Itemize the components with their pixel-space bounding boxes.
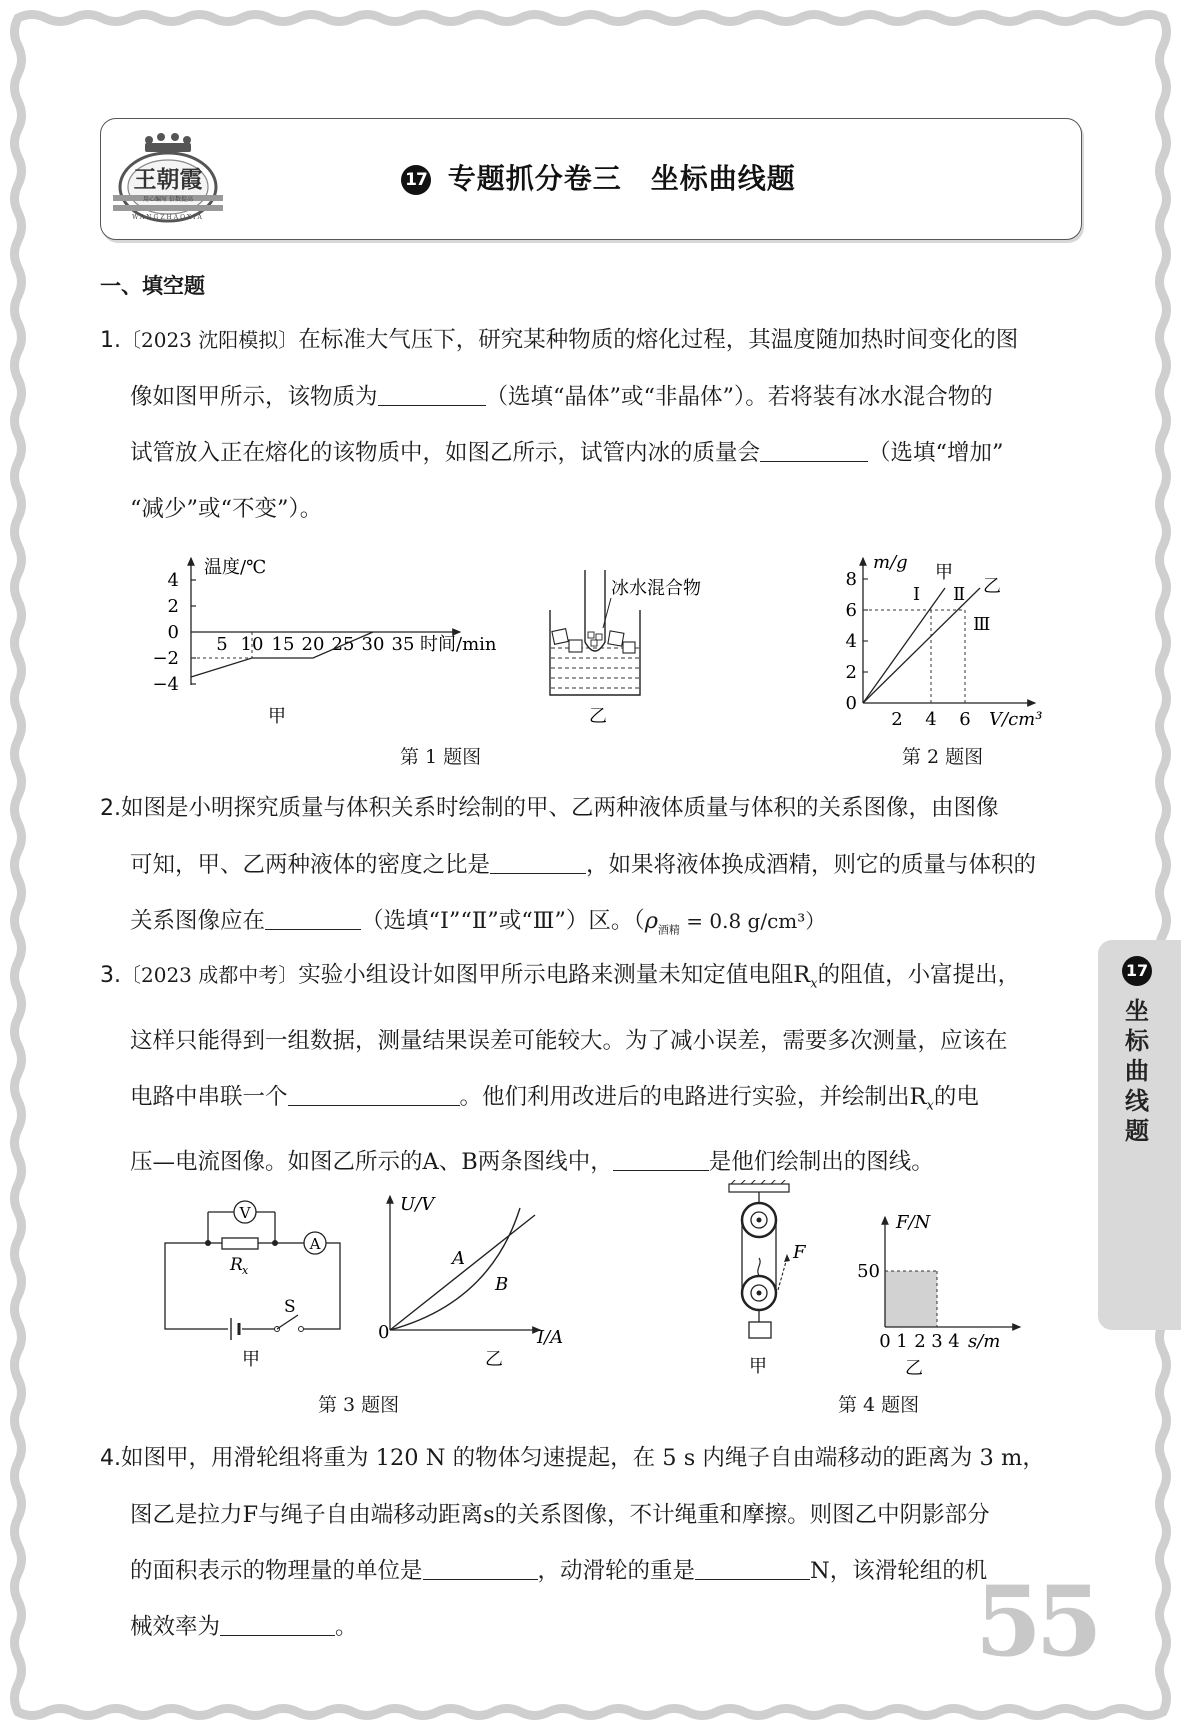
answer-blank[interactable] — [265, 901, 361, 930]
answer-blank[interactable] — [760, 433, 868, 462]
svg-text:B: B — [495, 1274, 509, 1295]
svg-text:0: 0 — [845, 693, 857, 714]
answer-blank[interactable] — [613, 1142, 709, 1171]
chapter-header — [100, 118, 1082, 240]
svg-text:乙: 乙 — [485, 1349, 503, 1370]
svg-text:15: 15 — [271, 634, 295, 655]
q4-line-4: 械效率为 。 — [100, 1599, 1080, 1655]
chapter-number-badge: 17 — [401, 165, 431, 195]
svg-text:2: 2 — [891, 709, 903, 730]
battery-icon — [228, 1318, 242, 1340]
svg-text:甲: 甲 — [242, 1349, 260, 1370]
section-title: 一、填空题 — [100, 274, 205, 298]
svg-text:−2: −2 — [152, 648, 179, 669]
svg-text:Ⅱ: Ⅱ — [953, 584, 966, 605]
page-number: 55 — [975, 1565, 1097, 1678]
answer-blank[interactable] — [378, 377, 486, 406]
svg-text:25: 25 — [331, 634, 355, 655]
fig2-caption: 第 2 题图 — [902, 746, 984, 768]
q1-line-3: 试管放入正在熔化的该物质中，如图乙所示，试管内冰的质量会 （选填“增加” — [100, 425, 1080, 481]
crown-icon — [145, 133, 191, 152]
svg-text:s/m: s/m — [968, 1331, 1001, 1352]
q4-line-2: 图乙是拉力F与绳子自由端移动距离s的关系图像，不计绳重和摩擦。则图乙中阴影部分 — [130, 1502, 990, 1528]
line-a — [390, 1215, 535, 1330]
svg-text:0: 0 — [879, 1331, 891, 1352]
svg-text:Ⅲ: Ⅲ — [973, 614, 991, 635]
svg-text:1: 1 — [896, 1331, 908, 1352]
svg-text:4: 4 — [925, 709, 937, 730]
svg-text:WANGZHAOXIA: WANGZHAOXIA — [132, 214, 204, 221]
svg-text:F: F — [793, 1242, 806, 1263]
svg-text:A: A — [309, 1235, 321, 1253]
shaded-work-area — [885, 1271, 937, 1327]
svg-text:2: 2 — [167, 596, 179, 617]
fig1-yi-beaker — [545, 570, 745, 730]
q1-line-1: 1.〔2023 沈阳模拟〕在标准大气压下，研究某种物质的熔化过程，其温度随加热时间变化的图 — [100, 327, 1019, 353]
q1-line-2: 像如图甲所示，该物质为 （选填“晶体”或“非晶体”）。若将装有冰水混合物的 — [100, 369, 1080, 425]
q3-line-2: 这样只能得到一组数据，测量结果误差可能较大。为了减小误差，需要多次测量，应该在 — [130, 1027, 1008, 1054]
question-1 — [100, 312, 1080, 537]
answer-blank[interactable] — [220, 1607, 335, 1636]
resistor-icon — [222, 1238, 258, 1249]
line-yi — [863, 588, 980, 703]
svg-text:F/N: F/N — [896, 1212, 931, 1233]
q2-line-1: 2.如图是小明探究质量与体积关系时绘制的甲、乙两种液体质量与体积的关系图像，由图像 — [100, 795, 999, 821]
svg-text:30: 30 — [361, 634, 385, 655]
fig3-yi-graph — [360, 1188, 580, 1373]
answer-blank[interactable] — [490, 845, 586, 874]
svg-text:4: 4 — [845, 631, 857, 652]
svg-text:Ⅰ: Ⅰ — [913, 584, 921, 605]
fixed-pulley-icon — [742, 1203, 776, 1237]
q2-line-3: 关系图像应在 （选填“Ⅰ”“Ⅱ”或“Ⅲ”）区。（$\rho_{酒精} = 0.8$ g/cm³） — [100, 893, 1080, 959]
q3-line-4: 压—电流图像。如图乙所示的A、B两条图线中， 是他们绘制出的图线。 — [100, 1134, 1080, 1190]
svg-text:S: S — [284, 1297, 296, 1317]
svg-text:2: 2 — [914, 1331, 926, 1352]
svg-text:0: 0 — [167, 622, 179, 643]
q4-line-1: 4.如图甲，用滑轮组将重为 120 N 的物体匀速提起，在 5 s 内绳子自由端移动的距离为 3 m， — [100, 1445, 1045, 1471]
question-4 — [100, 1430, 1080, 1655]
svg-text:35: 35 — [391, 634, 415, 655]
svg-text:0: 0 — [378, 1322, 390, 1343]
side-tab-text: 坐标曲线题 — [1125, 997, 1149, 1145]
svg-text:U/V: U/V — [400, 1194, 435, 1215]
q4-line-3: 的面积表示的物理量的单位是 ，动滑轮的重是 N，该滑轮组的机 — [100, 1543, 1080, 1599]
voltmeter-icon — [234, 1201, 256, 1223]
line-jia — [863, 588, 945, 703]
q3-line-1: 3.〔2023 成都中考〕实验小组设计如图甲所示电路来测量未知定值电阻$R_x$的阻值，小富提出， — [100, 962, 1021, 992]
svg-text:V: V — [239, 1204, 251, 1222]
svg-text:6: 6 — [845, 600, 857, 621]
publisher-logo — [109, 127, 227, 231]
svg-text:m/g: m/g — [873, 552, 908, 573]
fig2-m-v-graph — [835, 548, 1055, 733]
svg-text:3: 3 — [931, 1331, 943, 1352]
svg-text:A: A — [452, 1248, 465, 1269]
q1-line-4: “减少”或“不变”）。 — [130, 496, 323, 522]
switch-icon — [275, 1315, 304, 1334]
load-block — [749, 1322, 771, 1338]
svg-text:−4: −4 — [152, 674, 179, 695]
answer-blank[interactable] — [288, 1077, 460, 1106]
answer-blank[interactable] — [695, 1551, 810, 1580]
svg-text:4: 4 — [948, 1331, 960, 1352]
fig1-jia-graph — [150, 550, 520, 725]
svg-text:甲: 甲 — [749, 1356, 767, 1377]
fig4-jia-pulley — [715, 1180, 815, 1380]
fig3-jia-circuit — [160, 1188, 350, 1373]
fig1-caption: 第 1 题图 — [400, 746, 482, 768]
svg-text:8: 8 — [845, 569, 857, 590]
svg-text:6: 6 — [959, 709, 971, 730]
question-2 — [100, 780, 1080, 959]
ammeter-icon — [304, 1232, 326, 1254]
fig4-yi-graph — [850, 1205, 1040, 1380]
svg-text:王朝霞: 王朝霞 — [133, 166, 203, 193]
movable-pulley-icon — [742, 1276, 776, 1310]
chapter-side-tab — [1098, 940, 1181, 1330]
svg-text:乙: 乙 — [983, 576, 1001, 597]
svg-text:R: R — [230, 1255, 243, 1275]
svg-text:20: 20 — [301, 634, 325, 655]
svg-text:温度/℃: 温度/℃ — [204, 557, 267, 578]
chapter-title: 专题抓分卷三 坐标曲线题 — [447, 162, 796, 195]
svg-text:V/cm³: V/cm³ — [989, 709, 1043, 730]
svg-text:甲: 甲 — [268, 706, 286, 725]
curve-b — [390, 1208, 520, 1330]
svg-text:乙: 乙 — [589, 706, 607, 727]
svg-text:4: 4 — [167, 570, 179, 591]
svg-text:时间/min: 时间/min — [420, 634, 497, 655]
q2-line-2: 可知，甲、乙两种液体的密度之比是 ，如果将液体换成酒精，则它的质量与体积的 — [100, 837, 1080, 893]
svg-text:乙: 乙 — [905, 1358, 923, 1379]
q3-line-3: 电路中串联一个 。他们利用改进后的电路进行实验，并绘制出$R_x$的电 — [100, 1069, 1080, 1135]
page-title — [401, 157, 1001, 197]
question-3 — [100, 947, 1080, 1190]
fig3-caption: 第 3 题图 — [318, 1394, 400, 1416]
side-number-badge: 17 — [1122, 956, 1152, 986]
svg-text:10: 10 — [240, 634, 264, 655]
fig4-caption: 第 4 题图 — [838, 1394, 920, 1416]
svg-text:2: 2 — [845, 662, 857, 683]
svg-text:甲: 甲 — [935, 562, 953, 583]
svg-text:5: 5 — [216, 634, 228, 655]
svg-text:x: x — [242, 1264, 249, 1277]
svg-text:50: 50 — [857, 1261, 880, 1282]
svg-text:I/A: I/A — [537, 1327, 564, 1348]
svg-text:冰水混合物: 冰水混合物 — [611, 578, 701, 599]
svg-text:用心编写 倍数提高: 用心编写 倍数提高 — [143, 196, 193, 203]
answer-blank[interactable] — [423, 1551, 538, 1580]
